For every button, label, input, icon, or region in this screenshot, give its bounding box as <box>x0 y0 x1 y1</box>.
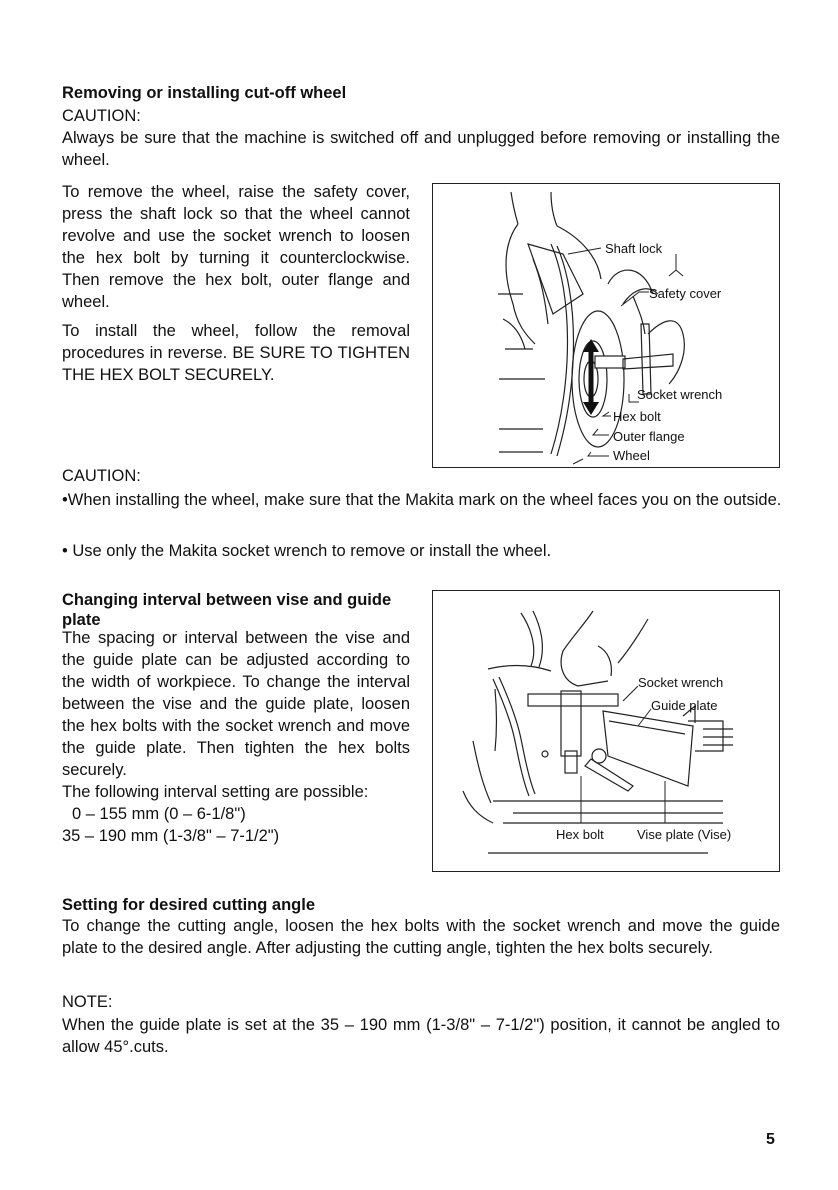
settings-intro: The following interval setting are possible: <box>62 783 369 801</box>
label-safety-cover: Safety cover <box>649 286 722 301</box>
wheel-removal-illustration <box>433 184 781 469</box>
label-outer-flange: Outer flange <box>613 429 685 444</box>
note-label: NOTE: <box>62 993 113 1011</box>
section-heading-removing-wheel: Removing or installing cut-off wheel <box>62 84 347 102</box>
setting-0-155: 0 – 155 mm (0 – 6-1/8") <box>72 805 246 823</box>
figure-vise-guide-plate <box>432 590 780 872</box>
section-heading-vise-interval: Changing interval between vise and guide plate <box>62 591 392 629</box>
note-text: When the guide plate is set at the 35 – 190 mm (1-3/8" – 7-1/2") position, it cannot be angled to allow 45°.cuts. <box>62 1016 780 1056</box>
bullet-socket-wrench: • Use only the Makita socket wrench to remove or install the wheel. <box>62 542 552 560</box>
page-number: 5 <box>766 1131 775 1148</box>
caution2-label: CAUTION: <box>62 467 141 485</box>
vise-interval-paragraph: The spacing or interval between the vise and the guide plate can be adjusted according to the width of workpiece. To change the interval between the vise and the guide plate, loosen the hex bolts with the socket wrench and move the guide plate. Then tighten the hex bolts securely. <box>62 629 410 779</box>
label-hex-bolt: Hex bolt <box>613 409 661 424</box>
label-shaft-lock: Shaft lock <box>605 241 663 256</box>
label-wheel: Wheel <box>613 448 650 463</box>
bullet-makita-mark: •When installing the wheel, make sure that the Makita mark on the wheel faces you on the outside. <box>62 491 782 509</box>
remove-wheel-paragraph: To remove the wheel, raise the safety cover, press the shaft lock so that the wheel cannot revolve and use the socket wrench to loosen the hex bolt by turning it counterclockwise. Then remove the hex bolt, outer flange and wheel. <box>62 183 410 311</box>
section-heading-cutting-angle: Setting for desired cutting angle <box>62 896 316 914</box>
cutting-angle-paragraph: To change the cutting angle, loosen the hex bolts with the socket wrench and move the guide plate to the desired angle. After adjusting the cutting angle, tighten the hex bolts securely. <box>62 917 780 957</box>
install-wheel-paragraph: To install the wheel, follow the removal procedures in reverse. BE SURE TO TIGHTEN THE HEX BOLT SECURELY. <box>62 322 410 384</box>
label-guide-plate: Guide plate <box>651 698 718 713</box>
caution-text: Always be sure that the machine is switched off and unplugged before removing or installing the wheel. <box>62 129 780 169</box>
label-socket-wrench-2: Socket wrench <box>638 675 724 690</box>
figure-wheel-removal <box>432 183 780 468</box>
label-hex-bolt-2: Hex bolt <box>556 827 604 842</box>
label-socket-wrench: Socket wrench <box>637 387 723 402</box>
caution-label: CAUTION: <box>62 107 141 125</box>
setting-35-190: 35 – 190 mm (1-3/8" – 7-1/2") <box>62 827 280 845</box>
label-vise-plate: Vise plate (Vise) <box>637 827 732 842</box>
